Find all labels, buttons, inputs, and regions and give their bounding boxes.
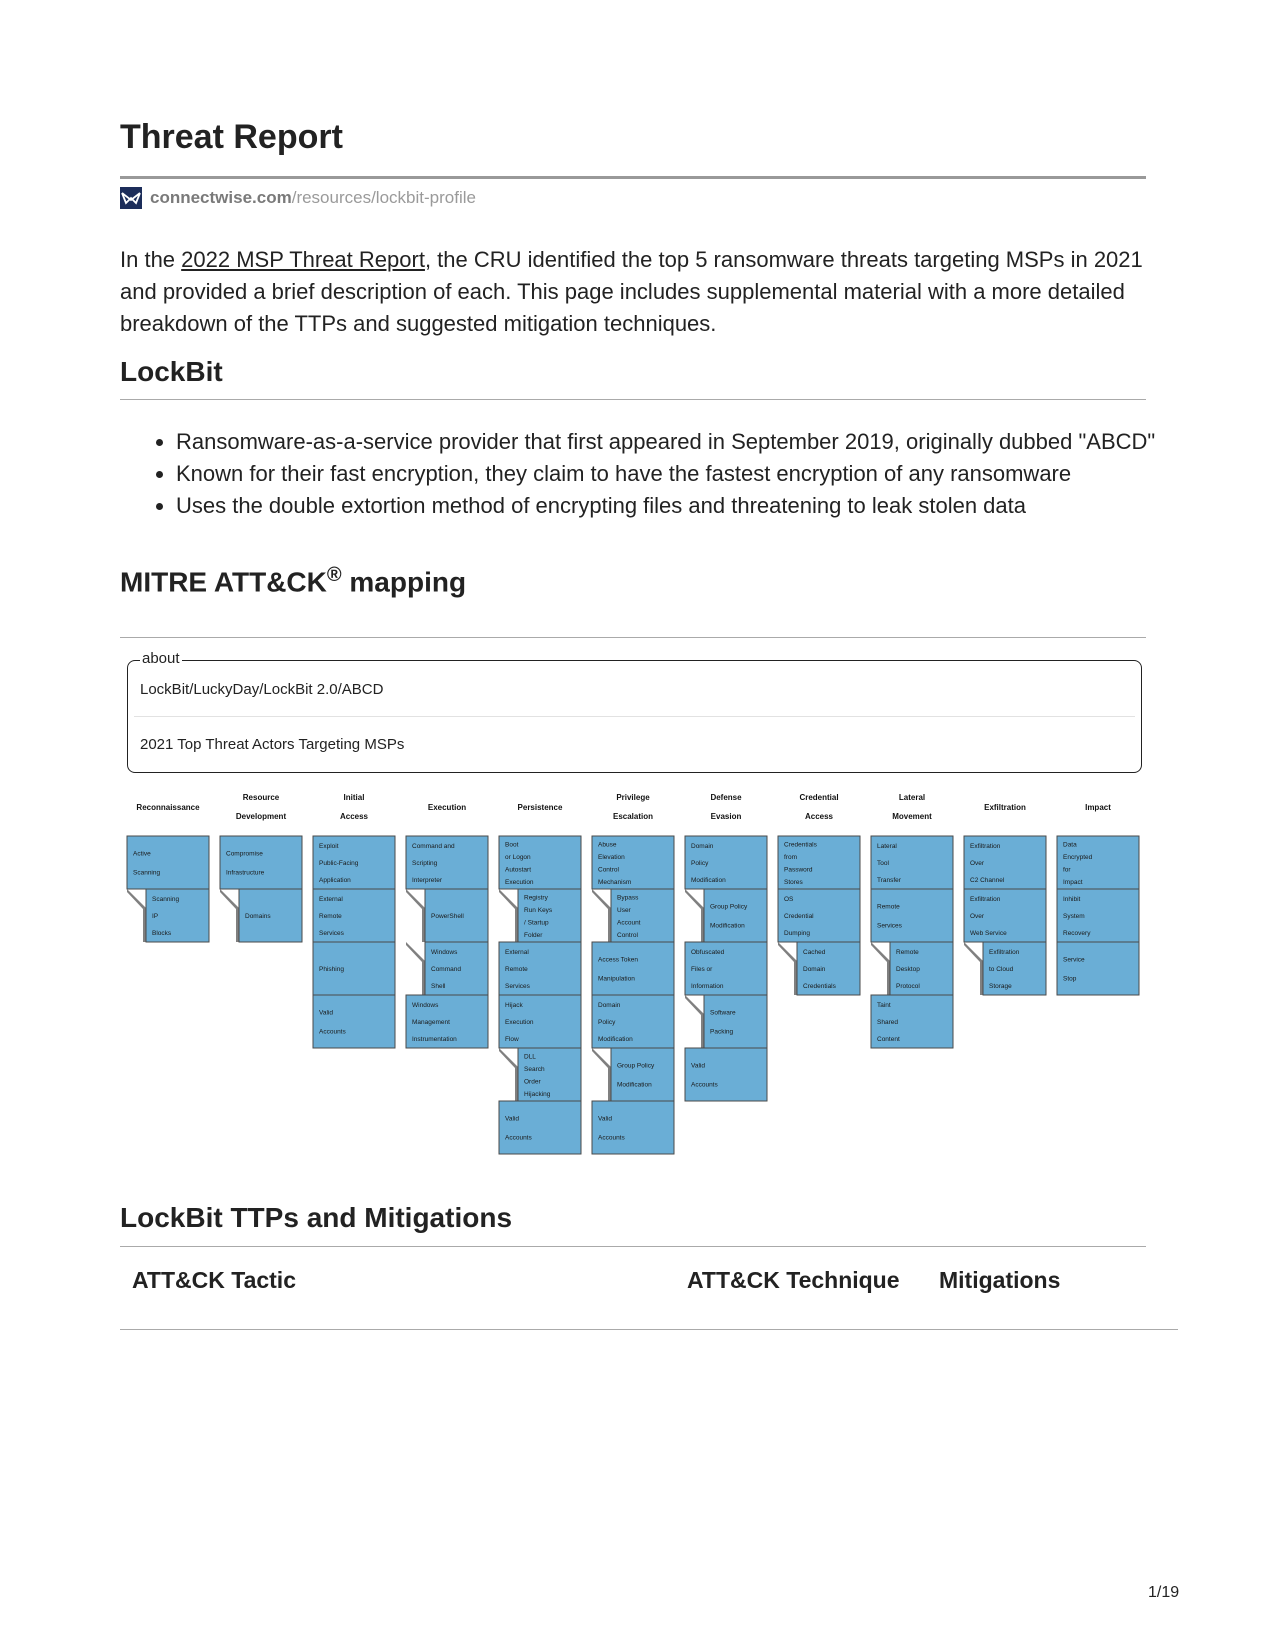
source-path[interactable]: /resources/lockbit-profile — [291, 188, 476, 207]
svg-text:ExfiltrationOverC2 Channel: Exfiltration Over C2 Channel — [970, 843, 1005, 884]
svg-text:TaintSharedContent: Taint Shared Content — [877, 1002, 900, 1043]
ttp-table-header — [120, 1267, 1180, 1315]
technique-cell[interactable] — [871, 836, 953, 889]
intro-text-before: In the — [120, 247, 182, 272]
svg-text:Command andScriptingInterprete: Command and Scripting Interpreter — [412, 843, 455, 884]
technique-cell[interactable] — [964, 889, 1046, 942]
technique-cell[interactable] — [685, 1048, 767, 1101]
technique-cell[interactable] — [592, 995, 674, 1048]
technique-cell[interactable] — [499, 836, 581, 889]
technique-cell[interactable] — [313, 995, 395, 1048]
technique-cell[interactable] — [313, 889, 395, 942]
svg-text:RemoteDesktopProtocol: Remote Desktop Protocol — [896, 949, 920, 990]
mitre-divider — [120, 637, 1146, 638]
svg-text:Group PolicyModification: Group Policy Modification — [617, 1062, 655, 1089]
technique-cell[interactable] — [499, 1048, 581, 1101]
svg-text:Exfiltrationto CloudStorage: Exfiltration to Cloud Storage — [989, 949, 1020, 990]
svg-text:Bootor LogonAutostartExecution: Boot or Logon Autostart Execution — [505, 841, 534, 886]
tactic-header: Privilege Escalation — [612, 793, 654, 821]
svg-text:ServiceStop: Service Stop — [1063, 956, 1085, 983]
technique-cell[interactable] — [127, 889, 209, 942]
attack-matrix — [120, 790, 1111, 1170]
svg-text:CachedDomainCredentials: Cached Domain Credentials — [803, 949, 836, 990]
col-header-mitigations: Mitigations — [939, 1267, 1061, 1293]
svg-text:ExternalRemoteServices: External Remote Services — [505, 949, 530, 990]
technique-cell[interactable] — [592, 889, 674, 942]
svg-text:CompromiseInfrastructure: Compromise Infrastructure — [226, 850, 265, 877]
connectwise-logo-icon — [120, 187, 142, 209]
technique-cell[interactable] — [313, 942, 395, 995]
svg-text:AbuseElevationControlMechanism: Abuse Elevation Control Mechanism — [598, 841, 632, 886]
technique-cell[interactable] — [406, 836, 488, 889]
svg-text:DomainPolicyModification: Domain Policy Modification — [598, 1002, 633, 1043]
svg-text:LateralToolTransfer: Lateral Tool Transfer — [877, 843, 901, 884]
technique-cell[interactable] — [871, 889, 953, 942]
about-legend: about — [142, 650, 180, 667]
svg-text:ScanningIPBlocks: Scanning IP Blocks — [152, 896, 180, 937]
svg-text:CredentialsfromPasswordStores: Credentials from Password Stores — [784, 841, 817, 886]
technique-cell[interactable] — [871, 995, 953, 1048]
svg-text:ExploitPublic-FacingApplicatio: Exploit Public-Facing Application — [319, 843, 359, 884]
technique-cell[interactable] — [499, 889, 581, 942]
technique-cell[interactable] — [778, 836, 860, 889]
table-header-divider — [120, 1329, 1178, 1330]
technique-cell[interactable] — [685, 889, 767, 942]
tactic-header: Defense Evasion — [710, 793, 742, 821]
svg-text:RegistryRun Keys/ StartupFolde: Registry Run Keys / Startup Folder — [524, 894, 553, 939]
svg-text:HijackExecutionFlow: Hijack Execution Flow — [505, 1002, 534, 1043]
svg-text:Domains: Domains — [245, 913, 271, 920]
source-line — [120, 186, 476, 210]
about-box — [127, 650, 1142, 773]
page-number: 1/19 — [1148, 1584, 1180, 1601]
technique-cell[interactable] — [778, 942, 860, 995]
source-domain[interactable]: connectwise.com — [150, 188, 292, 207]
svg-text:PowerShell: PowerShell — [431, 913, 464, 920]
intro-text-after: , the CRU identified the top 5 ransomware threats targeting MSPs in 2021 and provided a brief description of each. This page includes supplemental material with a more detailed breakdown of the TTPs and suggested mitigation techniques. — [120, 247, 1143, 336]
tactic-header: Impact — [1085, 803, 1111, 812]
msp-threat-report-link[interactable]: 2022 MSP Threat Report — [181, 247, 425, 272]
technique-cell[interactable] — [313, 836, 395, 889]
col-header-technique: ATT&CK Technique — [687, 1267, 900, 1293]
svg-text:Access TokenManipulation: Access Token Manipulation — [598, 956, 638, 983]
registered-mark: ® — [326, 564, 342, 586]
tactic-header: Resource Development — [235, 793, 287, 821]
svg-text:OSCredentialDumping: OS Credential Dumping — [784, 896, 814, 937]
technique-cell[interactable] — [592, 1101, 674, 1154]
svg-text:InhibitSystemRecovery: Inhibit System Recovery — [1063, 896, 1091, 937]
technique-cell[interactable] — [220, 836, 302, 889]
technique-cell[interactable] — [778, 889, 860, 942]
col-header-tactic: ATT&CK Tactic — [132, 1267, 296, 1293]
technique-cell[interactable] — [592, 1048, 674, 1101]
technique-cell[interactable] — [1057, 942, 1139, 995]
list-item: • Known for their fast encryption, they claim to have the fastest encryption of any ransomware — [176, 458, 1176, 490]
technique-cell[interactable] — [685, 995, 767, 1048]
about-separator — [134, 716, 1135, 717]
page-title: Threat Report — [120, 118, 343, 156]
tactic-header: Reconnaissance — [136, 803, 200, 812]
svg-text:DomainPolicyModification: Domain Policy Modification — [691, 843, 726, 884]
about-description: 2021 Top Threat Actors Targeting MSPs — [140, 736, 405, 753]
svg-text:ExfiltrationOverWeb Service: Exfiltration Over Web Service — [970, 896, 1007, 937]
tactic-header: Initial Access — [339, 793, 369, 821]
technique-cell[interactable] — [406, 942, 488, 995]
mitre-heading — [120, 564, 466, 598]
title-divider — [120, 176, 1146, 179]
tactic-header: Execution — [427, 803, 467, 812]
technique-cell[interactable] — [1057, 836, 1139, 889]
svg-text:DLLSearchOrderHijacking: DLL Search Order Hijacking — [524, 1053, 551, 1098]
lockbit-bullet-list — [120, 426, 1176, 522]
technique-cell[interactable] — [220, 889, 302, 942]
ttps-divider — [120, 1246, 1146, 1247]
technique-cell[interactable] — [406, 889, 488, 942]
tactic-header: Exfiltration — [984, 803, 1026, 812]
svg-text:WindowsCommandShell: Windows Command Shell — [431, 949, 461, 990]
technique-cell[interactable] — [1057, 889, 1139, 942]
tactic-header: Credential Access — [799, 793, 839, 821]
svg-text:ActiveScanning: Active Scanning — [133, 850, 161, 877]
technique-cell[interactable] — [871, 942, 953, 995]
list-item: • Ransomware-as-a-service provider that first appeared in September 2019, originally dubbed "ABCD" — [176, 426, 1176, 458]
svg-text:DataEncryptedforImpact: Data Encrypted for Impact — [1063, 841, 1093, 886]
svg-text:ValidAccounts: Valid Accounts — [505, 1115, 532, 1142]
lockbit-heading: LockBit — [120, 356, 223, 387]
technique-cell[interactable] — [499, 1101, 581, 1154]
list-item: • Uses the double extortion method of encrypting files and threatening to leak stolen data — [176, 490, 1176, 522]
svg-text:RemoteServices: Remote Services — [877, 903, 902, 930]
mitre-heading-suffix: mapping — [341, 566, 467, 598]
technique-cell[interactable] — [964, 836, 1046, 889]
svg-text:BypassUserAccountControl: Bypass User Account Control — [617, 894, 641, 939]
tactic-header: Persistence — [517, 803, 563, 812]
intro-paragraph — [120, 244, 1146, 340]
about-name: LockBit/LuckyDay/LockBit 2.0/ABCD — [140, 681, 384, 698]
ttps-heading: LockBit TTPs and Mitigations — [120, 1202, 513, 1233]
technique-cell[interactable] — [964, 942, 1046, 995]
technique-cell[interactable] — [127, 836, 209, 889]
mitre-heading-text: MITRE ATT&CK — [120, 566, 327, 598]
svg-text:ExternalRemoteServices: External Remote Services — [319, 896, 344, 937]
technique-cell[interactable] — [685, 942, 767, 995]
svg-text:SoftwarePacking: Software Packing — [710, 1009, 736, 1036]
tactic-header: Lateral Movement — [892, 793, 932, 821]
svg-text:WindowsManagementInstrumentati: Windows Management Instrumentation — [412, 1002, 457, 1043]
technique-cell[interactable] — [499, 995, 581, 1048]
technique-cell[interactable] — [499, 942, 581, 995]
svg-text:Phishing: Phishing — [319, 966, 344, 973]
svg-text:ValidAccounts: Valid Accounts — [319, 1009, 346, 1036]
svg-text:ValidAccounts: Valid Accounts — [691, 1062, 718, 1089]
technique-cell[interactable] — [685, 836, 767, 889]
technique-cell[interactable] — [592, 942, 674, 995]
svg-text:ValidAccounts: Valid Accounts — [598, 1115, 625, 1142]
svg-text:ObfuscatedFiles orInformation: Obfuscated Files or Information — [691, 949, 725, 990]
svg-text:Group PolicyModification: Group Policy Modification — [710, 903, 748, 930]
lockbit-divider — [120, 399, 1146, 400]
technique-cell[interactable] — [592, 836, 674, 889]
technique-cell[interactable] — [406, 995, 488, 1048]
